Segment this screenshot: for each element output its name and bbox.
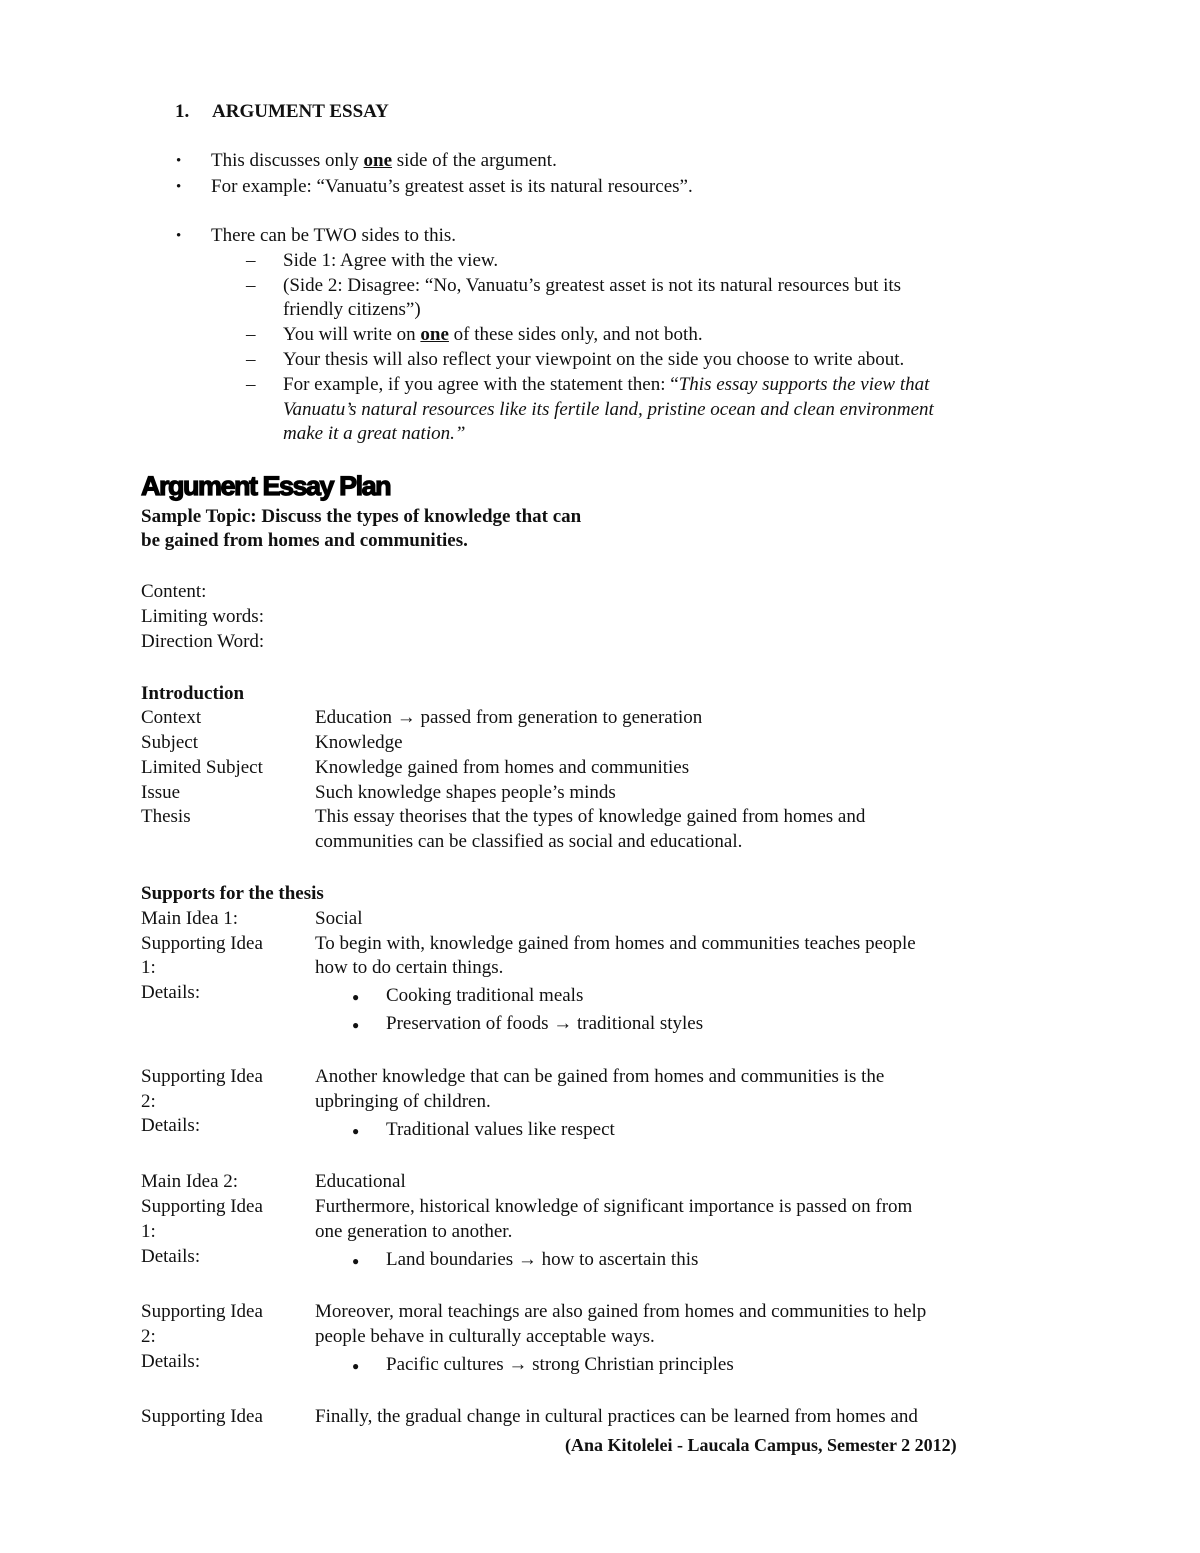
intro-label-limited-subject: Limited Subject [141, 757, 263, 778]
bullet-icon: • [176, 228, 182, 244]
bullet-item-one-side [211, 149, 557, 173]
supporting-idea-text: Furthermore, historical knowledge of significant importance is passed on from [315, 1196, 913, 1217]
dash-item-side2-cont: friendly citizens”) [283, 299, 421, 320]
bullet-dot-icon: ● [352, 1018, 360, 1032]
detail-item: Land boundaries → how to ascertain this [386, 1249, 699, 1270]
dash-text: For example, if you agree with the statement then: “ [283, 374, 679, 395]
intro-value-issue: Such knowledge shapes people’s minds [315, 782, 616, 803]
supporting-idea-number: 2: [141, 1091, 156, 1112]
dash-item-side2: (Side 2: Disagree: “No, Vanuatu’s greatest asset is not its natural resources but its [283, 275, 902, 296]
supporting-idea-text-cont: people behave in culturally acceptable ways. [315, 1326, 655, 1347]
intro-label-context: Context [141, 707, 202, 728]
dash-icon: – [246, 374, 256, 395]
dash-text: You will write on [283, 324, 421, 345]
details-label: Details: [141, 1115, 201, 1136]
dash-icon: – [246, 349, 256, 370]
emphasis-one: one [363, 150, 393, 171]
main-idea-2-value: Educational [315, 1171, 406, 1192]
supporting-idea-label: Supporting Idea [141, 1066, 263, 1087]
details-label: Details: [141, 1246, 201, 1267]
main-idea-1-value: Social [315, 908, 363, 929]
bullet-text: This discusses only [211, 150, 364, 171]
dash-icon: – [246, 275, 256, 296]
section-number: 1. [175, 101, 190, 122]
sample-topic-line1: Sample Topic: Discuss the types of knowledge that can [141, 506, 582, 527]
supports-heading: Supports for the thesis [141, 883, 324, 904]
dash-icon: – [246, 324, 256, 345]
intro-value-limited-subject: Knowledge gained from homes and communities [315, 757, 690, 778]
supporting-idea-number: 2: [141, 1326, 156, 1347]
detail-item: Cooking traditional meals [386, 985, 584, 1006]
section-title: ARGUMENT ESSAY [212, 101, 389, 122]
dash-item-write-one [283, 323, 703, 347]
intro-value-context: Education → passed from generation to generation [315, 707, 703, 728]
detail-item: Traditional values like respect [386, 1119, 615, 1140]
bullet-icon: • [176, 179, 182, 195]
intro-label-issue: Issue [141, 782, 181, 803]
bullet-item-example: For example: “Vanuatu’s greatest asset is its natural resources”. [211, 176, 693, 197]
supporting-idea-number: 1: [141, 957, 156, 978]
bullet-icon: • [176, 153, 182, 169]
direction-word-label: Direction Word: [141, 631, 265, 652]
supporting-idea-label: Supporting Idea [141, 933, 263, 954]
emphasis-one: one [420, 324, 449, 345]
supporting-idea-text-cont: one generation to another. [315, 1221, 513, 1242]
details-label: Details: [141, 982, 201, 1003]
bullet-dot-icon: ● [352, 1124, 360, 1138]
dash-text: of these sides only, and not both. [448, 324, 703, 345]
supporting-idea-text: Another knowledge that can be gained from homes and communities is the [315, 1066, 885, 1087]
intro-value-subject: Knowledge [315, 732, 403, 753]
supporting-idea-text: To begin with, knowledge gained from homes and communities teaches people [315, 933, 916, 954]
detail-item: Preservation of foods → traditional styles [386, 1013, 704, 1034]
example-quote-line3: make it a great nation.” [283, 423, 466, 444]
bullet-dot-icon: ● [352, 990, 360, 1004]
footer-attribution: (Ana Kitolelei - Laucala Campus, Semester 2 2012) [565, 1435, 957, 1455]
dash-item-thesis-reflect: Your thesis will also reflect your viewpoint on the side you choose to write about. [283, 349, 905, 370]
main-idea-2-label: Main Idea 2: [141, 1171, 239, 1192]
limiting-words-label: Limiting words: [141, 606, 264, 627]
details-label: Details: [141, 1351, 201, 1372]
bullet-item-two-sides: There can be TWO sides to this. [211, 225, 456, 246]
main-idea-1-label: Main Idea 1: [141, 908, 239, 929]
supporting-idea-text-cont: how to do certain things. [315, 957, 504, 978]
bullet-text: side of the argument. [392, 150, 557, 171]
example-quote-line2: Vanuatu’s natural resources like its fertile land, pristine ocean and clean environment [283, 399, 934, 420]
intro-label-subject: Subject [141, 732, 198, 753]
bullet-dot-icon: ● [352, 1254, 360, 1268]
supporting-idea-text-cont: upbringing of children. [315, 1091, 491, 1112]
supporting-idea-text: Finally, the gradual change in cultural practices can be learned from homes and [315, 1406, 918, 1427]
introduction-heading: Introduction [141, 683, 245, 704]
example-quote: This essay supports the view that [678, 374, 930, 395]
supporting-idea-text: Moreover, moral teachings are also gained from homes and communities to help [315, 1301, 927, 1322]
dash-icon: – [246, 250, 256, 271]
content-label: Content: [141, 581, 207, 602]
intro-label-thesis: Thesis [141, 806, 191, 827]
intro-value-thesis: This essay theorises that the types of knowledge gained from homes and [315, 806, 866, 827]
bullet-dot-icon: ● [352, 1359, 360, 1373]
supporting-idea-label: Supporting Idea [141, 1406, 263, 1427]
intro-value-thesis-cont: communities can be classified as social and educational. [315, 831, 743, 852]
dash-item-side1: Side 1: Agree with the view. [283, 250, 499, 271]
detail-item: Pacific cultures → strong Christian principles [386, 1354, 734, 1375]
sample-topic-line2: be gained from homes and communities. [141, 530, 468, 551]
supporting-idea-label: Supporting Idea [141, 1301, 263, 1322]
supporting-idea-label: Supporting Idea [141, 1196, 263, 1217]
dash-item-example [283, 373, 929, 397]
supporting-idea-number: 1: [141, 1221, 156, 1242]
plan-title: Argument Essay Plan [141, 471, 391, 501]
